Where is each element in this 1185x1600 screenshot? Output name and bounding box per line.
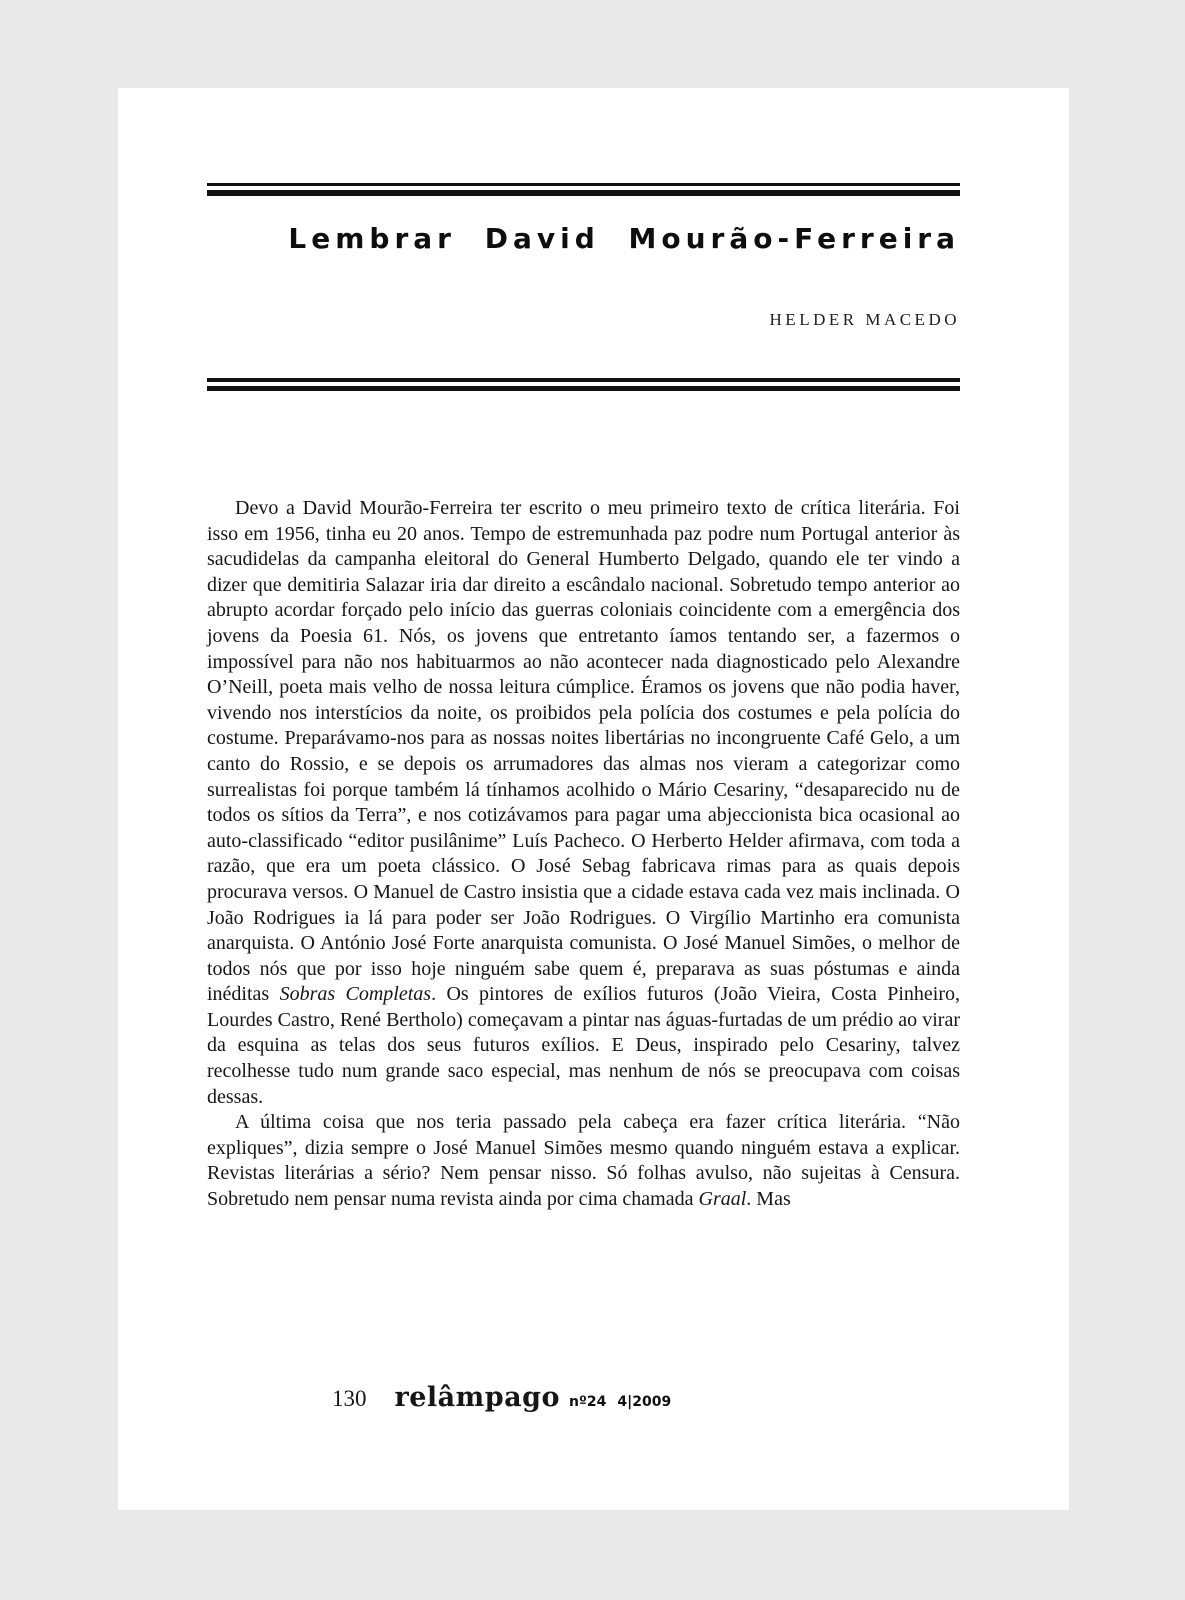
paragraph: Devo a David Mourão-Ferreira ter escrito o meu primeiro texto de crítica literária. Foi isso em 1956, tinha eu 20 anos. Tempo de estremunhada paz podre num Portugal anterior às sacudidelas da campanha eleitoral do General Humberto Delgado, quando ele ter vindo a dizer que demitiria Salazar iria dar direito a escândalo nacional. Sobretudo tempo anterior ao abrupto acordar forçado pelo início das guerras coloniais coincidente com a emergência dos jovens da Poesia 61. Nós, os jovens que entretanto íamos tentando ser, a fazermos o impossível para não nos habituarmos ao não acontecer nada diagnosticado pelo Alexandre O’Neill, poeta mais velho de nossa leitura cúmplice. Éramos os jovens que não podia haver, vivendo nos interstícios da noite, os proibidos pela polícia dos costumes e pela polícia do costume. Preparávamo-nos para as nossas noites libertárias no incongruente Café Gelo, a um canto do Rossio, e se depois os arrumadores das almas nos vieram a categorizar como surrealistas foi porque também lá tínhamos acolhido o Mário Cesariny, “desaparecido nu de todos os sítios da Terra”, e nos cotizávamos para pagar uma abjeccionista bica ocasional ao auto-classificado “editor pusilânime” Luís Pacheco. O Herberto Helder afirmava, com toda a razão, que era um poeta clássico. O José Sebag fabricava rimas para as quais depois procurava versos. O Manuel de Castro insistia que a cidade estava cada vez mais inclinada. O João Rodrigues ia lá para poder ser João Rodrigues. O Virgílio Martinho era comunista anarquista. O António José Forte anarquista comunista. O José Manuel Simões, o melhor de todos nós que por isso hoje ninguém sabe quem é, preparava as suas póstumas e ainda inéditas Sobras Completas. Os pintores de exílios futuros (João Vieira, Costa Pinheiro, Lourdes Castro, René Bertholo) começavam a pintar nas águas-furtadas de um prédio ao virar da esquina as telas dos seus futuros exílios. E Deus, inspirado pelo Cesariny, talvez recolhesse tudo num grande saco especial, mas nenhum de nós se preocupava com coisas dessas. xyxy=(207,497,960,1108)
issue-number: nº24 xyxy=(569,1394,607,1410)
page-number: 130 xyxy=(332,1386,367,1411)
rule-thin-line xyxy=(207,378,960,382)
article-title: Lembrar David Mourão-Ferreira xyxy=(288,222,960,255)
rule-thick-line xyxy=(207,386,960,391)
journal-logo: relâmpago xyxy=(394,1382,560,1413)
rule-thin-line xyxy=(207,183,960,186)
closing-double-rule xyxy=(207,378,960,391)
author-byline: HELDER MACEDO xyxy=(769,310,960,329)
issue-date: 4|2009 xyxy=(617,1394,672,1410)
article-body xyxy=(207,496,960,1213)
header-double-rule xyxy=(207,183,960,196)
page-footer xyxy=(332,1382,671,1413)
paragraph: A última coisa que nos teria passado pela cabeça era fazer crítica literária. “Não expliques”, dizia sempre o José Manuel Simões mesmo quando ninguém estava a explicar. Revistas literárias a sério? Nem pensar nisso. Só folhas avulso, não sujeitas à Censura. Sobretudo nem pensar numa revista ainda por cima chamada Graal. Mas xyxy=(207,1111,960,1211)
rule-thick-line xyxy=(207,190,960,196)
journal-page xyxy=(118,88,1069,1510)
